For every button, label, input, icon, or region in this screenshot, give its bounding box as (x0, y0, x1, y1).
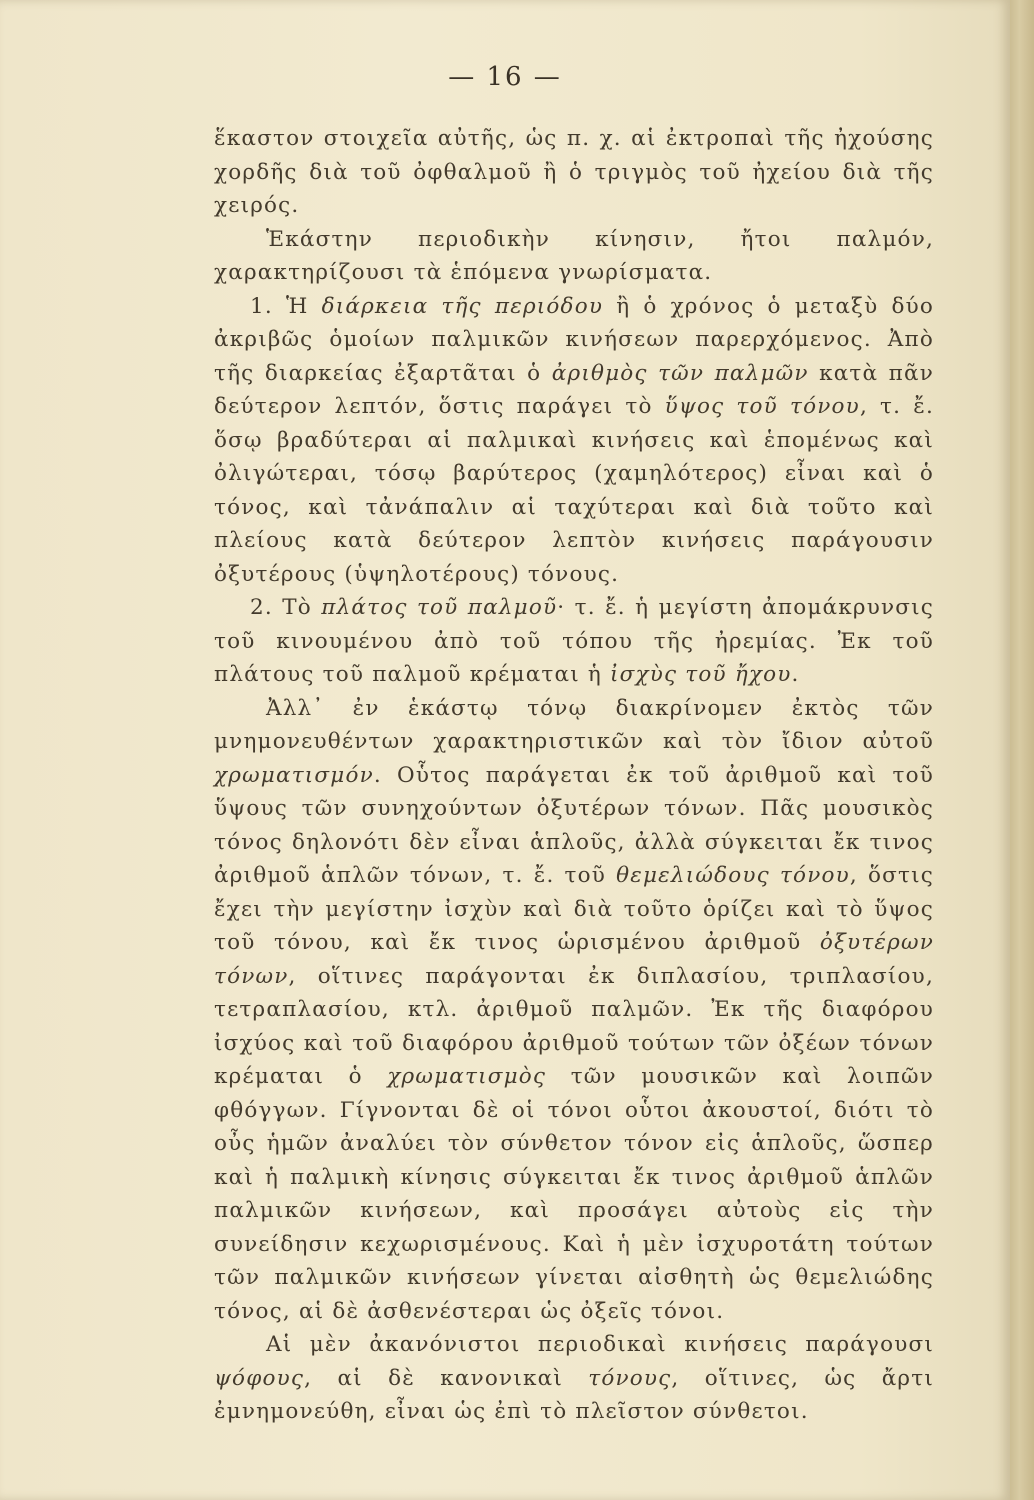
paragraph (214, 1328, 934, 1429)
italic-text: ἰσχὺς τοῦ ἤχου (610, 662, 792, 687)
italic-text: χρωματισμὸς (387, 1064, 547, 1089)
italic-text: πλάτος τοῦ παλμοῦ (321, 595, 558, 620)
text-run: ἢ ὁ χρόνος ὁ μεταξὺ δύο ἀκριβῶς ὁμοίων παλμικῶν κινήσεων παρερχόμενος. Ἀπὸ τῆς διαρκείας ἐξαρτᾶται ὁ (214, 293, 934, 386)
italic-text: ὀξυτέρων τόνων (214, 930, 934, 989)
text-run: Αἱ μὲν ἀκανόνιστοι περιοδικαὶ κινήσεις παράγουσι (266, 1332, 934, 1357)
italic-text: θεμελιώδους τόνου (616, 863, 850, 888)
text-run: , αἱ δὲ κανονικαὶ (304, 1365, 589, 1391)
italic-text: διάρκεια τῆς περιόδου (321, 293, 604, 319)
page-number: — 16 — (448, 62, 562, 92)
text-run: , οἵτινες, ὡς ἄρτι ἐμνημονεύθη, εἶναι ὡς ἐπὶ τὸ πλεῖστον σύνθετοι. (214, 1365, 934, 1424)
text-run: · τ. ἔ. ἡ μεγίστη ἀπομάκρυνσις τοῦ κινουμένου ἀπὸ τοῦ τόπου τῆς ἠρεμίας. Ἐκ τοῦ πλάτους τοῦ παλμοῦ κρέμαται ἡ (214, 595, 934, 687)
paragraph (214, 122, 934, 223)
text-run: , ὅστις ἔχει τὴν μεγίστην ἰσχὺν καὶ διὰ τοῦτο ὁρίζει καὶ τὸ ὕψος τοῦ τόνου, καὶ ἔκ τινος ὡρισμένου ἀριθμοῦ (214, 863, 934, 955)
text-run: 2. Τὸ (250, 595, 322, 620)
text-run: . Οὗτος παράγεται ἐκ τοῦ ἀριθμοῦ καὶ τοῦ ὕψους τῶν συνηχούντων ὀξυτέρων τόνων. Πᾶς μουσικὸς τόνος δηλονότι δὲν εἶναι ἁπλοῦς, ἀλλὰ σύγκειται ἔκ τινος ἀριθμοῦ ἁπλῶν τόνων, τ. ἔ. τοῦ (214, 762, 934, 888)
text-run: Ἀλλ᾽ ἐν ἑκάστῳ τόνῳ διακρίνομεν ἐκτὸς τῶν μνημονευθέντων χαρακτηριστικῶν καὶ τὸν ἴδιον αὐτοῦ (214, 695, 934, 754)
text-run: ἕκαστον στοιχεῖα αὐτῆς, ὡς π. χ. αἱ ἐκτροπαὶ τῆς ἠχούσης χορδῆς διὰ τοῦ ὀφθαλμοῦ ἢ ὁ τριγμὸς τοῦ ἠχείου διὰ τῆς χειρός. (214, 126, 934, 218)
italic-text: τόνους (588, 1365, 672, 1391)
text-run: . (791, 662, 800, 687)
body-text (214, 122, 934, 1429)
italic-text: ἀριθμὸς τῶν παλμῶν (551, 360, 809, 386)
text-run: 1. Ἡ (250, 293, 322, 319)
text-run: κατὰ πᾶν δεύτερον λεπτόν, ὅστις παράγει τὸ (214, 360, 934, 419)
italic-text: ψόφους (214, 1365, 305, 1391)
paragraph (214, 223, 934, 290)
page-edge (1010, 0, 1034, 1500)
paragraph (214, 692, 934, 1329)
text-run: τῶν μουσικῶν καὶ λοιπῶν φθόγγων. Γίγνονται δὲ οἱ τόνοι οὗτοι ἀκουστοί, διότι τὸ οὖς ἡμῶν ἀναλύει τὸν σύνθετον τόνον εἰς ἁπλοῦς, ὥσπερ καὶ ἡ παλμικὴ κίνησις σύγκειται ἔκ τινος ἀριθμοῦ ἁπλῶν παλμικῶν κινήσεων, καὶ προσάγει αὐτοὺς εἰς τὴν συνείδησιν κεχωρισμένους. Καὶ ἡ μὲν ἰσχυροτάτη τούτων τῶν παλμικῶν κινήσεων γίνεται αἰσθητὴ ὡς θεμελιώδης τόνος, αἱ δὲ ἀσθενέστεραι ὡς ὀξεῖς τόνοι. (214, 1064, 934, 1324)
text-run: Ἑκάστην περιοδικὴν κίνησιν, ἤτοι παλμόν, χαρακτηρίζουσι τὰ ἑπόμενα γνωρίσματα. (214, 226, 934, 285)
italic-text: ὕψος τοῦ τόνου (664, 394, 860, 419)
paragraph (214, 290, 934, 592)
paragraph (214, 591, 934, 692)
text-run: , οἵτινες παράγονται ἐκ διπλασίου, τριπλασίου, τετραπλασίου, κτλ. ἀριθμοῦ παλμῶν. Ἐκ τῆς διαφόρου ἰσχύος καὶ τοῦ διαφόρου ἀριθμοῦ τούτων τῶν ὀξέων τόνων κρέμαται ὁ (214, 963, 934, 1089)
italic-text: χρωματισμόν (214, 762, 374, 788)
text-run: , τ. ἔ. ὅσῳ βραδύτεραι αἱ παλμικαὶ κινήσεις καὶ ἑπομένως καὶ ὀλιγώτεραι, τόσῳ βαρύτερος (χαμηλότερος) εἶναι καὶ ὁ τόνος, καὶ τἀνάπαλιν αἱ ταχύτεραι καὶ διὰ τοῦτο καὶ πλείους κατὰ δεύτερον λεπτὸν κινήσεις παράγουσιν ὀξυτέρους (ὑψηλοτέρους) τόνους. (214, 394, 934, 587)
